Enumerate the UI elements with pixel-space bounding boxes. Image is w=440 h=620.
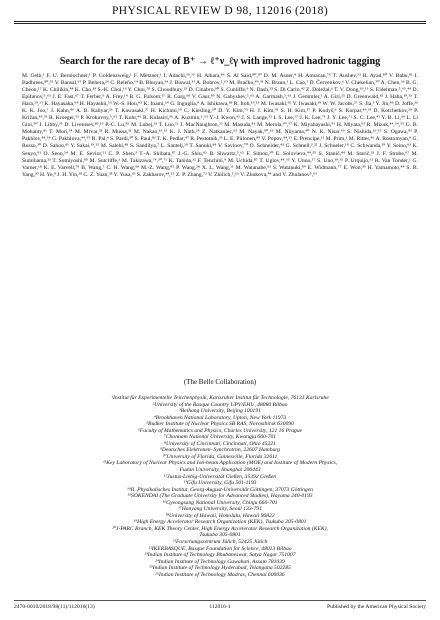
header-rule <box>14 21 426 22</box>
affiliation-line: Tsukuba 305-0801 <box>199 532 241 539</box>
affiliation-line: ³Beihang University, Beijing 100191 <box>179 408 261 415</box>
affiliation-list <box>28 395 412 578</box>
paper-title: Search for the rare decay of B⁺ → ℓ⁺ν_ℓγ with improved hadronic tagging <box>59 56 381 67</box>
affiliation-line: ¹⁸University of Hawaii, Honolulu, Hawaii 96822 <box>165 512 275 519</box>
affiliation-line: ⁸University of Cincinnati, Cincinnati, Ohio 45221 <box>164 440 276 447</box>
footer-rule <box>14 600 426 601</box>
affiliation-line: ¹¹Key Laboratory of Nuclear Physics and Ion-beam Application (MOE) and Institute of Modern Physics, <box>102 460 338 467</box>
affiliation-line: ²³Indian Institute of Technology Bhubaneswar, Satya Nagar 751007 <box>144 552 296 559</box>
affiliation-line: ¹⁷Hanyang University, Seoul 133-791 <box>178 506 262 513</box>
affiliation-line: ¹⁵SOKENDAI (The Graduate University for Advanced Studies), Hayama 240-0193 <box>127 493 313 500</box>
affiliation-line: ²⁶Indian Institute of Technology Madras, Chennai 600036 <box>155 571 285 578</box>
journal-header <box>14 4 426 22</box>
footer-publisher: Published by the American Physical Society <box>327 604 426 610</box>
affiliation-line: ²⁰J-PARC Branch, KEK Theory Center, High Energy Accelerator Research Organization (KEK), <box>112 525 328 532</box>
affiliation-line: ²⁵Indian Institute of Technology Hyderabad, Telangana 502285 <box>149 565 291 572</box>
affiliation-line: ⁶Faculty of Mathematics and Physics, Charles University, 121 16 Prague <box>137 427 303 434</box>
footer-doi-code: 2470-0010/2018/98(11)/112016(13) <box>14 604 95 610</box>
affiliation-line: ²¹Forschungszentrum Jülich, 52425 Jülich <box>172 539 268 546</box>
affiliation-line: ⁷Chonnam National University, Kwangju 660-701 <box>163 434 277 441</box>
affiliation-line: ¹Institut für Experimentelle Teilchenphysik, Karlsruher Institut für Technologie, 76131 Karlsruhe <box>111 395 329 401</box>
page-footer <box>14 600 426 614</box>
affiliation-line: ⁵Budker Institute of Nuclear Physics SB RAS, Novosibirsk 630090 <box>146 421 294 428</box>
footer-page-number: 112016-1 <box>209 604 231 610</box>
affiliation-line: ¹⁰University of Florida, Gainesville, Florida 32611 <box>162 453 278 460</box>
affiliation-line: ⁴Brookhaven National Laboratory, Upton, New York 11973 <box>153 414 287 421</box>
author-list: M. Gelb,¹ F. U. Bernlochner,¹ P. Goldenzweig,¹ F. Metzner,¹ I. Adachi,¹⁹,¹⁵ H. Aihara,⁸⁶ S. Al Said,⁸⁰,³⁰ D. M. Asner,⁴ H. Atmacan,⁷⁶ T. Aushev,⁵³ R. Ayad,⁸⁰ V. Babu,⁸¹ I. Badhrees,⁸⁰,³⁵ V. Bansal,⁶⁷ P. Behera,²⁶ C. Beleño,¹⁴ B. Bhuyan,²⁴ J. Biswal,³³ A. Bobrov,⁵,⁶⁵ M. Bračko,⁴⁹,³³ N. Braun,¹ L. Cao,¹ D. Červenkov,⁶ V. Chekelian,⁵⁰ A. Chen,⁵⁶ B. G. Cheon,¹⁷ K. Chilikin,⁴⁴ K. Cho,³⁸ S.-K. Choi,¹⁶ Y. Choi,⁷⁸ S. Choudhury,²⁵ D. Cinabro,⁹⁰ S. Cunliffe,⁹ N. Dash,²³ S. Di Carlo,⁴² Z. Doležal,⁶ T. V. Dong,¹⁹,¹⁵ S. Eidelman,⁵,⁶⁵,⁴⁴ D. Epifanov,⁵,⁶⁵ J. E. Fast,⁶⁷ T. Ferber,⁹ A. Frey,¹⁴ B. G. Fulsom,⁶⁷ R. Garg,⁶⁸ V. Gaur,⁸⁹ N. Gabyshev,⁵,⁶⁵ A. Garmash,⁵,⁶⁵ J. Gemmler,¹ A. Giri,²⁵ D. Greenwald,⁸² J. Haba,¹⁹,¹⁵ T. Hara,¹⁹,¹⁵ K. Hayasaka,⁶⁴ H. Hayashii,⁵⁵ W.-S. Hou,⁸⁵ K. Inami,⁵⁴ G. Inguglia,⁹ A. Ishikawa,⁸³ R. Itoh,¹⁹,¹⁵ M. Iwasaki,⁶⁶ Y. Iwasaki,¹⁹ W. W. Jacobs,²⁷ S. Jia,³ Y. Jin,⁸⁶ D. Joffe,³⁶ K. K. Joo,⁷ J. Kahn,⁴⁶ A. B. Kaliyar,²⁶ T. Kawasaki,³⁷ H. Kichimi,¹⁹ C. Kiesling,⁵⁰ D. Y. Kim,⁷³ H. J. Kim,⁴¹ S. H. Kim,¹⁷ P. Kodyš,⁶ S. Korpar,⁴⁹,³³ D. Kotchetkov,¹⁸ P. Križan,⁴⁵,³³ R. Kroeger,⁵² P. Krokovny,⁵,⁶⁵ T. Kuhr,⁴⁶ R. Kulasiri,³⁶ A. Kuzmin,⁵,⁶⁵ Y.-J. Kwon,⁹² J. S. Lange,¹² I. S. Lee,¹⁷ J. K. Lee,⁷¹ J. Y. Lee,⁷¹ S. C. Lee,⁴¹ Y. B. Li,⁶⁹ L. Li Gioi,⁵⁰ J. Libby,²⁶ D. Liventsev,⁸⁹,¹⁹ P.-C. Lu,⁸⁵ M. Lubej,³³ T. Luo,¹¹ J. MacNaughton,⁵³ M. Masuda,⁸⁵ M. Merola,³⁰,⁵⁷ K. Miyabayashi,⁵⁵ H. Miyata,⁶³ R. Mizuk,⁴⁴,⁵⁴,⁵⁵ G. B. Mohanty,⁸¹ T. Mori,⁵⁴ M. Mrvar,³³ R. Mussa,³¹ M. Nakao,¹⁹,¹⁵ K. J. Nath,²⁴ Z. Natkaniec,⁶² M. Nayak,⁹⁰,¹⁹ M. Niiyama,⁴⁰ N. K. Nisar,⁶⁹ S. Nishida,¹⁹,¹⁵ S. Ogawa,⁸³ P. Pakhlov,⁴⁴,⁵⁴ G. Pakhlova,⁴⁴,⁵⁵ B. Pal,⁴ S. Pardi,³⁰ S. Paul,⁸² T. K. Pedlar,⁴⁷ R. Pestotnik,³³ L. E. Piilonen,⁸⁹ V. Popov,⁴⁴,⁵⁵ E. Prencipe,²¹ M. Prim,¹ M. Ritter,⁴⁶ A. Rostomyan,⁹ G. Russo,³⁰ D. Sahoo,⁸¹ Y. Sakai,¹⁹,¹⁵ M. Salehi,⁴⁸ S. Sandilya,⁷ L. Santelj,¹⁹ T. Sanuki,⁸⁴ V. Savinov,⁷⁰ O. Schneider,⁴³ G. Schnell,²,²² J. Schueler,¹⁸ C. Schwanda,²⁹ Y. Seino,⁶³ K. Senyo,⁹¹ O. Seon,⁵⁴ M. E. Sevior,⁵¹ C. P. Shen,³ T.-A. Shibata,⁸⁷ J.-G. Shiu,⁸⁵ B. Shwartz,⁵,⁶⁵ F. Simon,⁵⁰ E. Solovieva,⁴⁴,⁵⁵ S. Stanič,⁴⁴ M. Starič,³³ J. F. Strube,⁶⁷ M. Sumihama,¹³ T. Sumiyoshi,⁸⁸ M. Sutcliffe,¹ M. Takizawa,⁷⁴,²⁰,⁷¹ K. Tanida,³² F. Tenchini,⁹ M. Uchida,⁸⁷ T. Uglov,⁴⁴,⁵⁵ Y. Unno,¹⁷ S. Uno,¹⁹,¹⁵ P. Urquijo,⁵¹ R. Van Tonder,¹ G. Varner,¹⁸ K. E. Varvell,⁷⁹ B. Wang,⁷ C. H. Wang,⁵⁸ M.-Z. Wang,⁸⁵ P. Wang,²⁸ X. L. Wang,¹¹ M. Watanabe,⁶³ S. Watanuki,⁸⁴ E. Widmann,⁷⁷ E. Won,³⁹ H. Yamamoto,⁸⁴ S. B. Yang,³⁹ H. Ye,⁹ J. H. Yin,²⁸ C. Z. Yuan,²⁸ Y. Yusa,⁶³ S. Zakharov,⁴⁴,⁵⁵ Z. P. Zhang,⁷² V. Zhilich,⁵,⁶⁵ V. Zhukova,⁴⁴ and V. Zhulanov⁵,⁶⁵ <box>22 73 418 178</box>
journal-citation: PHYSICAL REVIEW D 98, 112016 (2018) <box>111 5 329 17</box>
header-rule-thin <box>14 23 426 24</box>
affiliation-line: ¹⁶Gyeongsang National University, Chinju 660-701 <box>162 499 278 506</box>
affiliation-line: ²University of the Basque Country UPV/EHU, 48080 Bilbao <box>152 401 288 408</box>
affiliation-line: ¹⁹High Energy Accelerator Research Organization (KEK), Tsukuba 305-0801 <box>133 519 307 526</box>
affiliation-line: ²⁴Indian Institute of Technology Guwahati, Assam 781039 <box>155 558 285 565</box>
affiliation-line: ⁹Deutsches Elektronen–Synchrotron, 22607 Hamburg <box>159 447 281 454</box>
affiliation-line: ¹³Gifu University, Gifu 501-1193 <box>183 480 257 487</box>
affiliation-line: ¹²Justus-Liebig-Universität Gießen, 35392 Gießen <box>163 473 277 480</box>
affiliation-line: ²²IKERBASQUE, Basque Foundation for Science, 48013 Bilbao <box>148 545 292 552</box>
collaboration-name: (The Belle Collaboration) <box>183 378 257 386</box>
affiliation-line: ¹⁴II. Physikalisches Institut, Georg-August-Universität Göttingen, 37073 Göttingen <box>127 486 313 493</box>
affiliation-line: Fudan University, Shanghai 200443 <box>179 467 261 474</box>
